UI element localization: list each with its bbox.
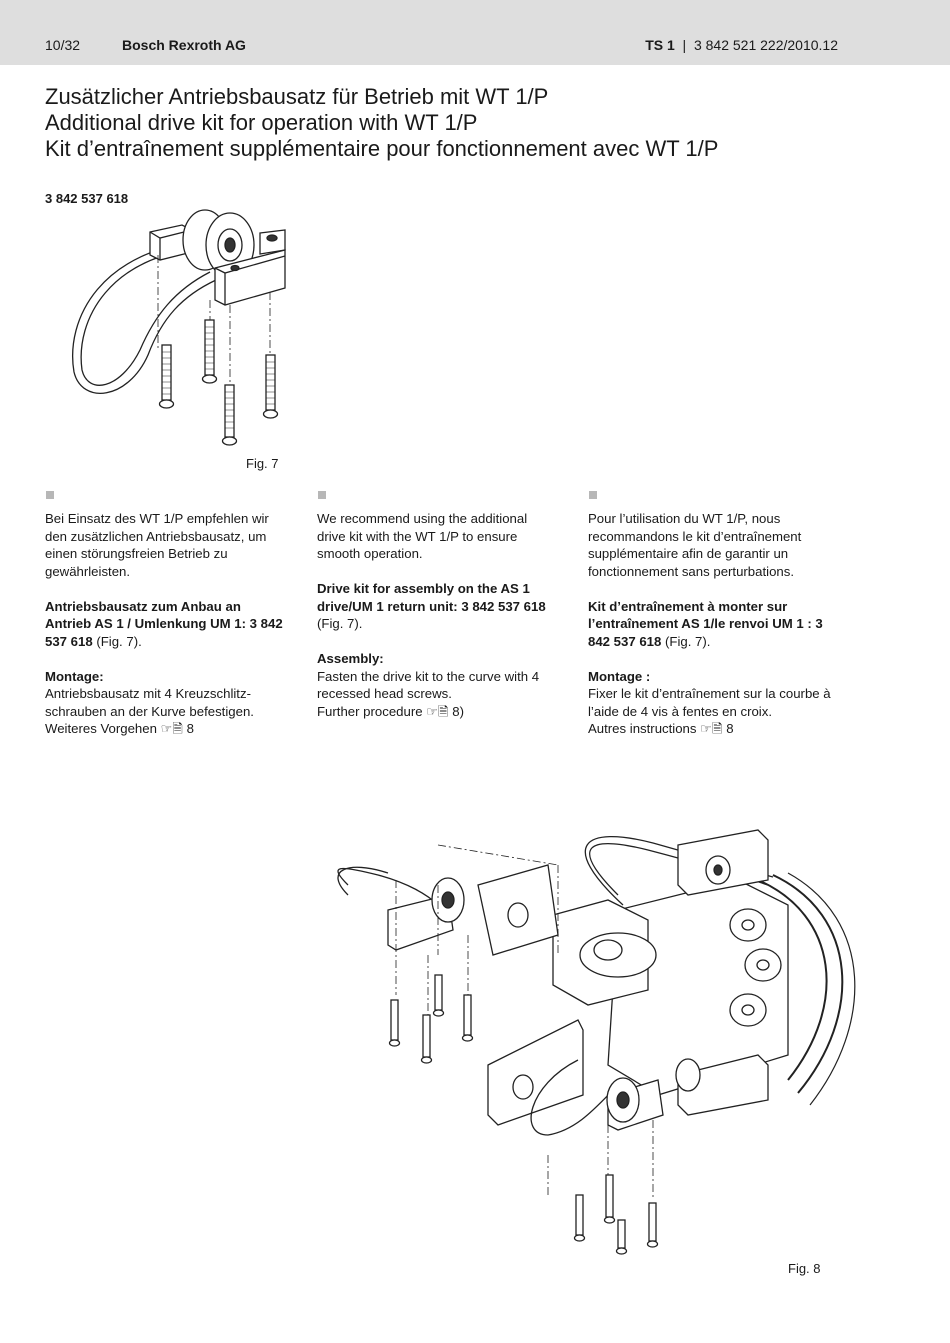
bullet-square — [589, 491, 597, 499]
kit-figure-ref: (Fig. 7). — [661, 633, 711, 649]
part-number: 3 842 537 618 — [45, 191, 129, 206]
doc-number: 3 842 521 222/2010.12 — [693, 37, 838, 53]
column-german — [45, 488, 285, 738]
kit-figure-ref: (Fig. 7). — [92, 633, 142, 649]
figure-7-caption: Fig. 7 — [246, 456, 279, 471]
kit-heading: Antriebsbausatz zum Anbau an Antrieb AS 1 / Umlenkung UM 1: 3 842 537 618 — [45, 598, 283, 649]
assembly-heading: Montage: — [45, 668, 104, 684]
intro-text: We recommend using the additional drive kit with the WT 1/P to ensure smooth operation. — [317, 511, 528, 561]
assembly-text: Fixer le kit d’entraînement sur la courbe à l’aide de 4 vis à fentes en croix. — [588, 686, 831, 719]
kit-heading: Drive kit for assembly on the AS 1 drive/UM 1 return unit: 3 842 537 618 — [317, 581, 546, 614]
page-title-block — [45, 84, 718, 162]
assembly-heading: Montage : — [588, 668, 651, 684]
figure-8-caption: Fig. 8 — [788, 1261, 821, 1276]
further-procedure: Weiteres Vorgehen ☞🗎 8 — [45, 721, 195, 736]
assembly-text: Fasten the drive kit to the curve with 4 recessed head screws. — [317, 668, 540, 701]
assembly-heading: Assembly: — [317, 651, 384, 666]
kit-paragraph — [317, 580, 557, 633]
kit-paragraph — [45, 598, 285, 651]
figure-8-assembly-illustration — [318, 825, 858, 1255]
separator: | — [682, 37, 687, 53]
page-number: 10/32 — [45, 37, 81, 53]
column-english — [317, 488, 557, 720]
title-german: Zusätzlicher Antriebsbausatz für Betrieb mit WT 1/P — [45, 84, 549, 109]
bullet-square — [46, 491, 54, 499]
intro-text: Pour l’utilisation du WT 1/P, nous recommandons le kit d’entraînement supplémentaire afin de garantir un fonctionnement sans perturbations. — [588, 511, 802, 579]
page-header — [0, 0, 950, 65]
document-reference — [645, 37, 838, 53]
title-french: Kit d’entraînement supplémentaire pour fonctionnement avec WT 1/P — [45, 136, 719, 161]
doc-code: TS 1 — [645, 37, 675, 53]
kit-figure-ref: (Fig. 7). — [317, 616, 363, 631]
intro-text: Bei Einsatz des WT 1/P empfehlen wir den zusätzlichen Antriebsbausatz, um einen störungsfreien Betrieb zu gewährleisten. — [45, 511, 269, 579]
company-name: Bosch Rexroth AG — [122, 37, 246, 53]
bullet-square — [318, 491, 326, 499]
figure-7-drive-kit-illustration — [70, 200, 310, 460]
assembly-text: Antriebsbausatz mit 4 Kreuzschlitzschrauben an der Kurve befestigen. — [45, 686, 254, 719]
kit-heading: Kit d’entraînement à monter sur l’entraînement AS 1/le renvoi UM 1 : 3 842 537 618 — [588, 598, 823, 649]
further-procedure: Autres instructions ☞🗎 8 — [588, 721, 734, 736]
kit-paragraph — [588, 598, 843, 651]
column-french — [588, 488, 843, 738]
further-procedure: Further procedure ☞🗎 8) — [317, 703, 465, 719]
title-english: Additional drive kit for operation with WT 1/P — [45, 110, 478, 135]
